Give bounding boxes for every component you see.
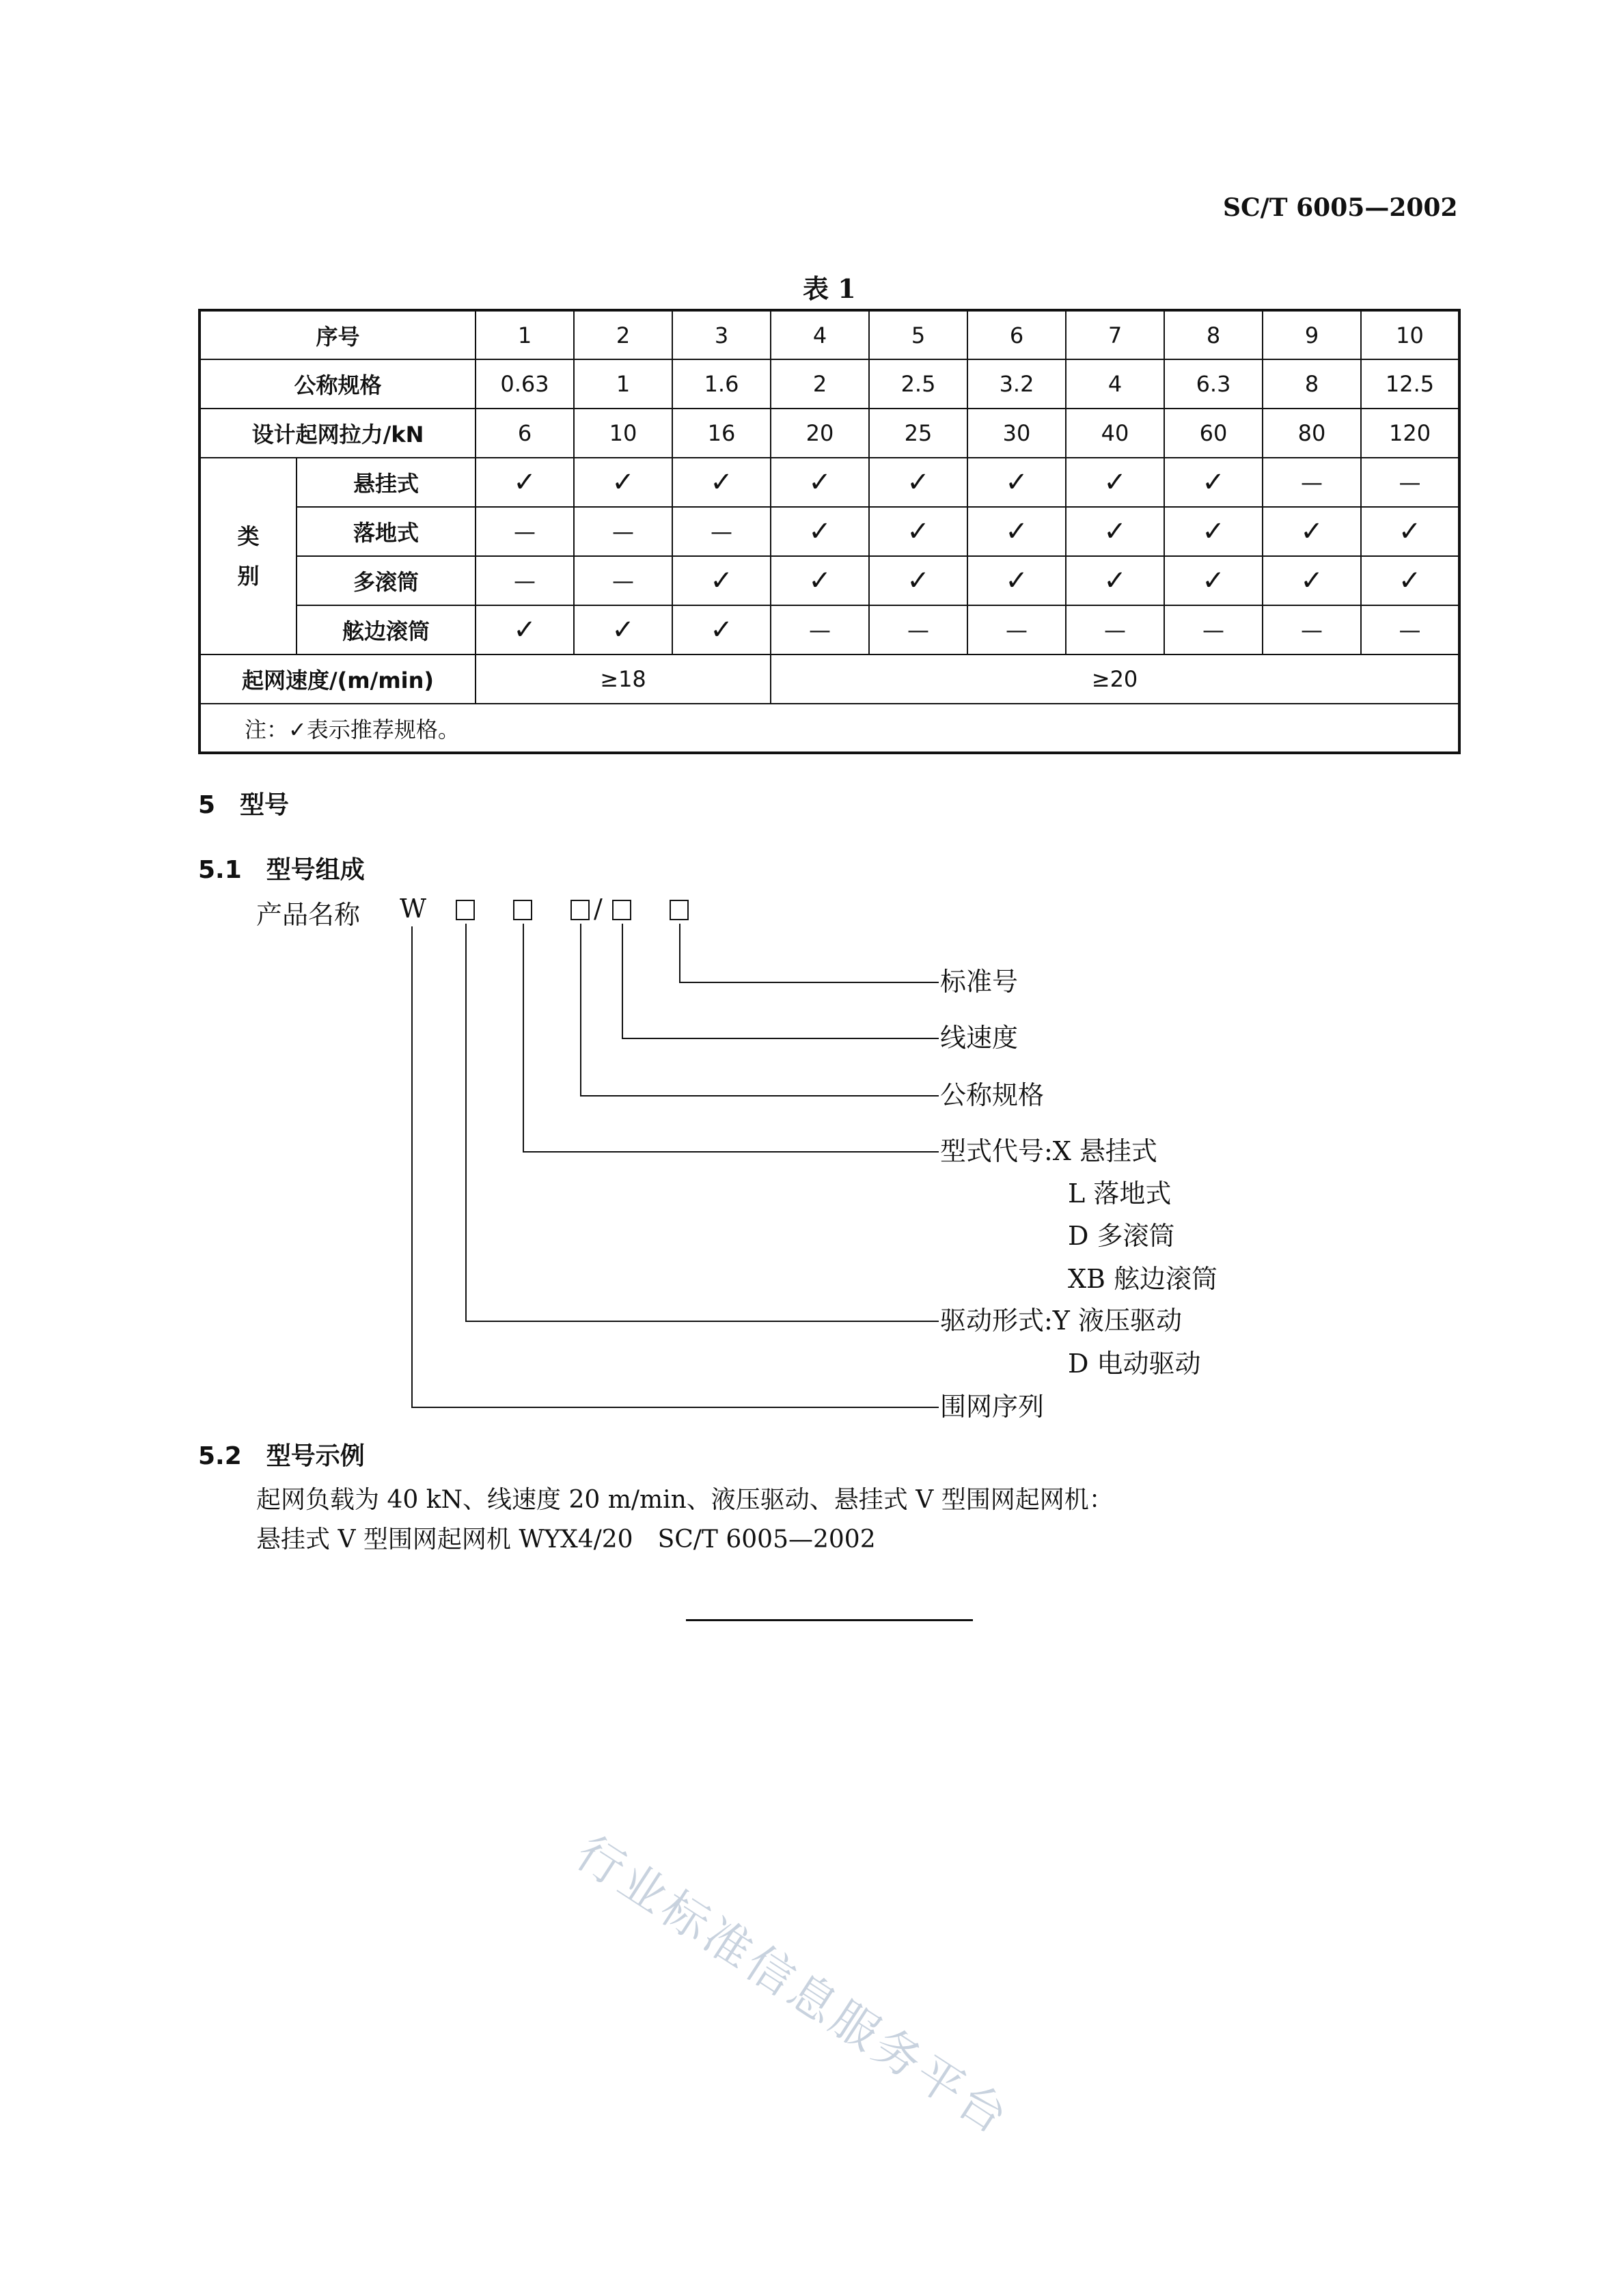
seq-cell: 4 bbox=[771, 310, 869, 359]
row-note bbox=[199, 704, 1459, 753]
watermark: 行业标准信息服务平台 bbox=[566, 1825, 1020, 2147]
category-name: 多滚筒 bbox=[297, 556, 476, 605]
end-rule bbox=[686, 1619, 973, 1621]
label-speed: 线速度 bbox=[940, 1023, 1019, 1053]
category-mark: ✓ bbox=[967, 507, 1066, 556]
label-type-xb: XB 舷边滚筒 bbox=[1068, 1264, 1218, 1294]
force-cell: 20 bbox=[771, 409, 869, 458]
example-line-2: 悬挂式 V 型围网起网机 WYX4/20 SC/T 6005—2002 bbox=[256, 1526, 876, 1554]
seq-cell: 1 bbox=[476, 310, 574, 359]
force-cell: 120 bbox=[1361, 409, 1459, 458]
category-mark: ✓ bbox=[1263, 556, 1361, 605]
category-mark: ✓ bbox=[869, 458, 967, 507]
spec-cell: 12.5 bbox=[1361, 359, 1459, 409]
leader-speed-h bbox=[622, 1038, 939, 1039]
leader-standard-v bbox=[679, 924, 680, 982]
category-mark: ✓ bbox=[967, 458, 1066, 507]
row-category-0 bbox=[199, 458, 1459, 507]
seq-cell: 9 bbox=[1263, 310, 1361, 359]
leader-speed-v bbox=[622, 924, 623, 1038]
spec-table bbox=[198, 309, 1461, 754]
force-cell: 10 bbox=[574, 409, 672, 458]
label-drive: 驱动形式:Y 液压驱动 bbox=[940, 1306, 1182, 1336]
leader-type-h bbox=[523, 1151, 939, 1153]
spec-cell: 0.63 bbox=[476, 359, 574, 409]
category-mark: ✓ bbox=[476, 458, 574, 507]
label-type: 型式代号:X 悬挂式 bbox=[940, 1136, 1157, 1166]
table-title: 表 1 bbox=[803, 273, 856, 304]
category-mark: ✓ bbox=[869, 556, 967, 605]
spec-cell: 1 bbox=[574, 359, 672, 409]
category-mark: — bbox=[1263, 605, 1361, 654]
category-mark: ✓ bbox=[1164, 507, 1263, 556]
w-letter: W bbox=[400, 894, 427, 924]
row-category-1 bbox=[199, 507, 1459, 556]
category-mark: — bbox=[476, 507, 574, 556]
code-box-spec bbox=[570, 900, 590, 920]
code-box-type bbox=[513, 900, 532, 920]
row-category-3 bbox=[199, 605, 1459, 654]
spec-cell: 6.3 bbox=[1164, 359, 1263, 409]
category-mark: ✓ bbox=[672, 605, 771, 654]
leader-type-v bbox=[523, 924, 524, 1152]
category-mark: — bbox=[672, 507, 771, 556]
row-speed bbox=[199, 654, 1459, 704]
row-seq bbox=[199, 310, 1459, 359]
spec-cell: 4 bbox=[1066, 359, 1164, 409]
row-speed-label: 起网速度/(m/min) bbox=[199, 654, 476, 704]
category-mark: ✓ bbox=[574, 605, 672, 654]
category-name: 悬挂式 bbox=[297, 458, 476, 507]
force-cell: 25 bbox=[869, 409, 967, 458]
category-mark: ✓ bbox=[967, 556, 1066, 605]
force-cell: 40 bbox=[1066, 409, 1164, 458]
section-5-1-heading: 5.1 型号组成 bbox=[198, 856, 365, 884]
example-line-1: 起网负载为 40 kN、线速度 20 m/min、液压驱动、悬挂式 V 型围网起网机： bbox=[256, 1486, 1114, 1514]
seq-cell: 3 bbox=[672, 310, 771, 359]
code-box-drive bbox=[456, 900, 475, 920]
category-mark: ✓ bbox=[1066, 556, 1164, 605]
category-mark: ✓ bbox=[771, 556, 869, 605]
category-mark: ✓ bbox=[574, 458, 672, 507]
force-cell: 80 bbox=[1263, 409, 1361, 458]
code-box-standard bbox=[670, 900, 689, 920]
row-force-label: 设计起网拉力/kN bbox=[199, 409, 476, 458]
product-name-label: 产品名称 bbox=[256, 900, 361, 930]
label-standard: 标准号 bbox=[940, 967, 1019, 997]
speed-value-b: ≥20 bbox=[771, 654, 1459, 704]
category-mark: — bbox=[574, 507, 672, 556]
seq-cell: 5 bbox=[869, 310, 967, 359]
spec-cell: 1.6 bbox=[672, 359, 771, 409]
leader-standard-h bbox=[679, 982, 939, 983]
force-cell: 16 bbox=[672, 409, 771, 458]
spec-cell: 8 bbox=[1263, 359, 1361, 409]
row-force bbox=[199, 409, 1459, 458]
row-seq-label: 序号 bbox=[199, 310, 476, 359]
section-5-heading: 5 型号 bbox=[198, 791, 290, 819]
category-mark: ✓ bbox=[476, 605, 574, 654]
category-mark: ✓ bbox=[1361, 556, 1459, 605]
spec-cell: 3.2 bbox=[967, 359, 1066, 409]
row-category-2 bbox=[199, 556, 1459, 605]
category-mark: ✓ bbox=[1361, 507, 1459, 556]
leader-series-v bbox=[411, 926, 413, 1407]
category-mark: ✓ bbox=[1164, 556, 1263, 605]
code-slash: / bbox=[594, 894, 603, 924]
category-mark: — bbox=[1066, 605, 1164, 654]
category-mark: ✓ bbox=[1263, 507, 1361, 556]
category-mark: ✓ bbox=[672, 458, 771, 507]
label-type-d: D 多滚筒 bbox=[1068, 1221, 1175, 1251]
leader-spec-v bbox=[580, 924, 581, 1096]
section-5-2-heading: 5.2 型号示例 bbox=[198, 1442, 365, 1470]
leader-drive-h bbox=[465, 1321, 939, 1322]
category-mark: ✓ bbox=[1066, 507, 1164, 556]
category-mark: ✓ bbox=[771, 458, 869, 507]
category-mark: ✓ bbox=[869, 507, 967, 556]
seq-cell: 7 bbox=[1066, 310, 1164, 359]
force-cell: 30 bbox=[967, 409, 1066, 458]
standard-code: SC/T 6005—2002 bbox=[1223, 193, 1458, 222]
leader-spec-h bbox=[580, 1095, 939, 1097]
category-mark: — bbox=[574, 556, 672, 605]
force-cell: 6 bbox=[476, 409, 574, 458]
category-mark: — bbox=[1361, 605, 1459, 654]
table-note: 注：✓表示推荐规格。 bbox=[199, 704, 1459, 753]
category-mark: — bbox=[1361, 458, 1459, 507]
label-drive-d: D 电动驱动 bbox=[1068, 1349, 1201, 1379]
leader-series-h bbox=[411, 1407, 939, 1408]
seq-cell: 2 bbox=[574, 310, 672, 359]
label-series: 围网序列 bbox=[940, 1392, 1045, 1422]
category-mark: — bbox=[869, 605, 967, 654]
spec-cell: 2.5 bbox=[869, 359, 967, 409]
speed-value-a: ≥18 bbox=[476, 654, 771, 704]
category-label: 类 别 bbox=[199, 458, 297, 654]
category-mark: ✓ bbox=[1164, 458, 1263, 507]
category-name: 落地式 bbox=[297, 507, 476, 556]
leader-drive-v bbox=[465, 924, 467, 1321]
seq-cell: 6 bbox=[967, 310, 1066, 359]
category-mark: — bbox=[476, 556, 574, 605]
category-mark: — bbox=[1164, 605, 1263, 654]
category-mark: ✓ bbox=[1066, 458, 1164, 507]
category-mark: ✓ bbox=[672, 556, 771, 605]
seq-cell: 10 bbox=[1361, 310, 1459, 359]
row-spec bbox=[199, 359, 1459, 409]
code-box-speed bbox=[612, 900, 631, 920]
category-mark: ✓ bbox=[771, 507, 869, 556]
label-spec: 公称规格 bbox=[940, 1080, 1045, 1110]
category-mark: — bbox=[771, 605, 869, 654]
category-mark: — bbox=[967, 605, 1066, 654]
category-mark: — bbox=[1263, 458, 1361, 507]
category-name: 舷边滚筒 bbox=[297, 605, 476, 654]
spec-cell: 2 bbox=[771, 359, 869, 409]
seq-cell: 8 bbox=[1164, 310, 1263, 359]
force-cell: 60 bbox=[1164, 409, 1263, 458]
row-spec-label: 公称规格 bbox=[199, 359, 476, 409]
label-type-l: L 落地式 bbox=[1068, 1178, 1172, 1209]
